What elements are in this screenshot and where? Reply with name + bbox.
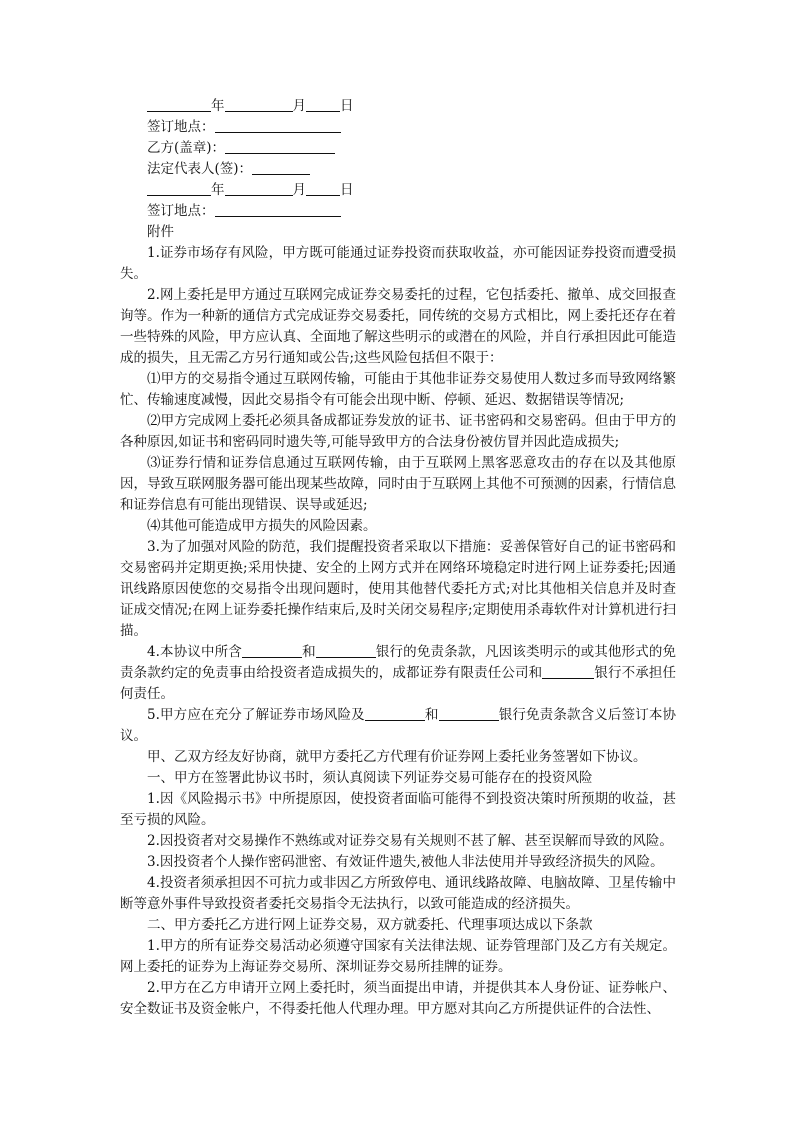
legal-rep-blank[interactable] — [252, 159, 310, 175]
fill-blank[interactable] — [542, 663, 594, 679]
month-blank[interactable] — [225, 96, 293, 112]
signing-place-blank[interactable] — [215, 201, 341, 217]
section-1-item-4: 4.投资者须承担因不可抗力或非因乙方所致停电、通讯线路故障、电脑故障、卫星传输中断等意外事件导致投资者委托交易指令无法执行，以致可能造成的经济损失。 — [120, 875, 676, 912]
signing-place-blank[interactable] — [215, 117, 341, 133]
fill-blank[interactable] — [439, 705, 499, 721]
appendix-item-1: 1.证券市场存有风险，甲方既可能通过证券投资而获取收益，亦可能因证券投资而遭受损失。 — [120, 245, 676, 282]
section-1-item-2: 2.因投资者对交易操作不熟练或对证券交易有关规则不甚了解、甚至误解而导致的风险。 — [147, 833, 673, 849]
year-blank[interactable] — [147, 96, 211, 112]
section-1-title: 一、甲方在签署此协议书时，须认真阅读下列证券交易可能存在的投资风险 — [147, 770, 593, 786]
signing-place-line-2: 签订地点： — [120, 201, 676, 222]
fill-blank[interactable] — [242, 642, 302, 658]
month-blank[interactable] — [225, 180, 293, 196]
agreement-intro: 甲、乙双方经友好协商，就甲方委托乙方代理有价证券网上委托业务签署如下协议。 — [147, 749, 647, 765]
section-1-item-1: 1.因《风险揭示书》中所提原因，使投资者面临可能得不到投资决策时所预期的收益，甚至亏损的风险。 — [120, 791, 676, 828]
section-1-item-3: 3.因投资者个人操作密码泄密、有效证件遗失,被他人非法使用并导致经济损失的风险。 — [147, 854, 664, 870]
day-blank[interactable] — [306, 180, 340, 196]
appendix-item-5: 5.甲方应在充分了解证券市场风险及 和 银行免责条款含义后签订本协议。 — [120, 707, 677, 744]
appendix-item-2-sub-1: ⑴甲方的交易指令通过互联网传输，可能由于其他非证券交易使用人数过多而导致网络繁忙、传输速度减慢，因此交易指令有可能会出现中断、停顿、延迟、数据错误等情况; — [120, 371, 676, 408]
fill-blank[interactable] — [365, 705, 425, 721]
date-line-2: 年 月 日 — [120, 180, 676, 201]
fill-blank[interactable] — [316, 642, 376, 658]
signing-place-line-1: 签订地点： — [120, 117, 676, 138]
appendix-item-2-sub-2: ⑵甲方完成网上委托必须具备成都证券发放的证书、证书密码和交易密码。但由于甲方的各种原因,如证书和密码同时遗失等,可能导致甲方的合法身份被仿冒并因此造成损失; — [120, 413, 676, 450]
document-body — [120, 96, 676, 1020]
day-blank[interactable] — [306, 96, 340, 112]
section-2-title: 二、甲方委托乙方进行网上证券交易，双方就委托、代理事项达成以下条款 — [147, 917, 593, 933]
appendix-item-3: 3.为了加强对风险的防范，我们提醒投资者采取以下措施：妥善保管好自己的证书密码和交易密码并定期更换;采用快捷、安全的上网方式并在网络环境稳定时进行网上证券委托;因通讯线路原因使您的交易指令出现问题时，使用其他替代委托方式;对比其他相关信息并及时查证成交情况;在网上证券委托操作结束后,及时关闭交易程序;定期使用杀毒软件对计算机进行扫描。 — [120, 539, 676, 639]
party-b-seal-line: 乙方(盖章)： — [120, 138, 676, 159]
appendix-title: 附件 — [147, 224, 174, 240]
appendix-item-2-sub-3: ⑶证券行情和证券信息通过互联网传输，由于互联网上黑客恶意攻击的存在以及其他原因，导致互联网服务器可能出现某些故障，同时由于互联网上其他不可预测的因素，行情信息和证券信息有可能出现错误、误导或延迟; — [120, 455, 676, 513]
party-b-seal-blank[interactable] — [225, 138, 335, 154]
year-blank[interactable] — [147, 180, 211, 196]
appendix-item-2: 2.网上委托是甲方通过互联网完成证券交易委托的过程，它包括委托、撤单、成交回报查询等。作为一种新的通信方式完成证券交易委托，同传统的交易方式相比，网上委托还存在着一些特殊的风险，甲方应认真、全面地了解这些明示的或潜在的风险，并自行承担因此可能造成的损失，且无需乙方另行通知或公告;这些风险包括但不限于： — [120, 287, 676, 366]
section-2-item-2: 2.甲方在乙方申请开立网上委托时，须当面提出申请，并提供其本人身份证、证券帐户、安全数证书及资金帐户，不得委托他人代理办理。甲方愿对其向乙方所提供证件的合法性、 — [120, 980, 676, 1017]
legal-rep-line: 法定代表人(签)： — [120, 159, 676, 180]
appendix-item-2-sub-4: ⑷其他可能造成甲方损失的风险因素。 — [147, 518, 377, 534]
section-2-item-1: 1.甲方的所有证券交易活动必须遵守国家有关法律法规、证券管理部门及乙方有关规定。网上委托的证券为上海证券交易所、深圳证券交易所挂牌的证券。 — [120, 938, 676, 975]
date-line-1: 年 月 日 — [120, 96, 676, 117]
appendix-item-4: 4.本协议中所含 和 银行的免责条款，凡因该类明示的或其他形式的免责条款约定的免责事由给投资者造成损失的，成都证券有限责任公司和 银行不承担任何责任。 — [120, 644, 677, 702]
